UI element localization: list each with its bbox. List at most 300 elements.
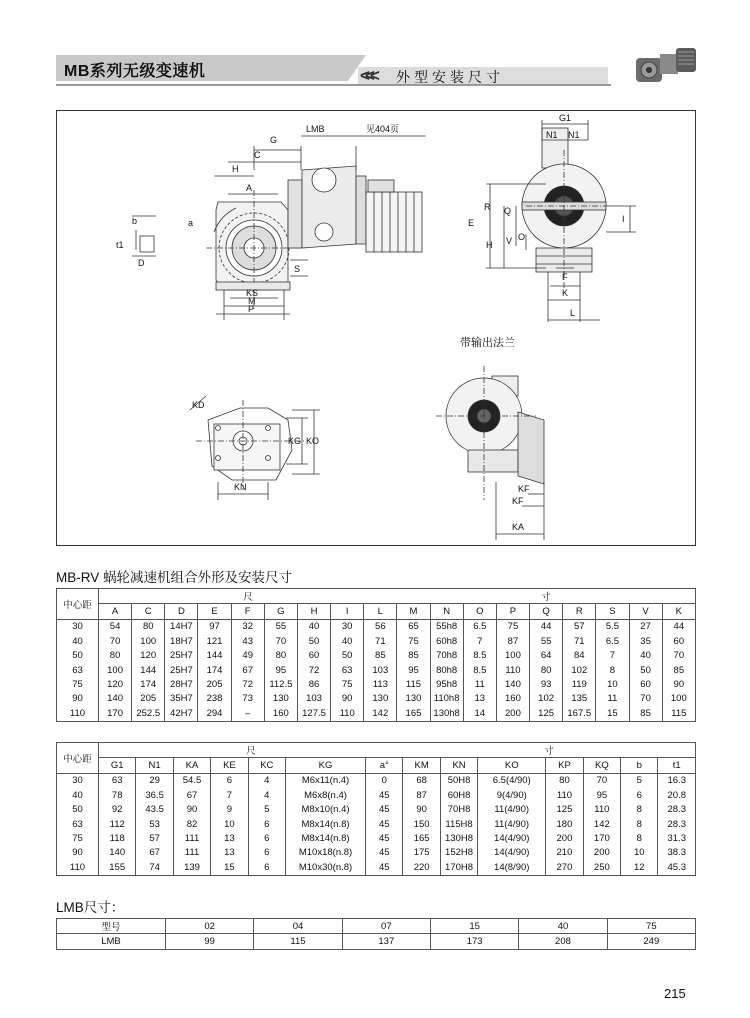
table-cell: 115 [662, 706, 695, 721]
table-cell: 65 [397, 619, 430, 634]
table-cell: 8.5 [463, 663, 496, 677]
dim-label-v: V [506, 236, 513, 246]
table-cell: 110h8 [430, 692, 463, 706]
table-cell: 78 [99, 788, 136, 802]
column-header: E [198, 604, 231, 619]
column-header: KM [403, 758, 440, 773]
table-cell: 102 [530, 692, 563, 706]
column-header: M [397, 604, 430, 619]
table-cell: 42H7 [165, 706, 198, 721]
table-row [57, 706, 696, 721]
table-cell: 160 [496, 692, 529, 706]
dim-header-right: 寸 [403, 743, 696, 758]
center-distance-cell: 63 [57, 663, 99, 677]
table-cell: 15 [596, 706, 629, 721]
column-header: N [430, 604, 463, 619]
table-cell: 55 [530, 634, 563, 648]
dim-label-c: C [254, 150, 261, 160]
table-row [57, 619, 696, 634]
table-cell: 100 [662, 692, 695, 706]
table-row [57, 663, 696, 677]
dim-label-l: L [570, 308, 576, 318]
table-cell: 80 [264, 649, 297, 663]
table-cell: 60H8 [440, 788, 477, 802]
dim-label-f: F [562, 272, 568, 282]
table-cell: 27 [629, 619, 662, 634]
table-cell: 270 [546, 860, 583, 875]
table-cell: 71 [563, 634, 596, 648]
table-cell: 64 [530, 649, 563, 663]
dim-label-n1-right: N1 [568, 130, 580, 140]
table-cell: 250 [583, 860, 620, 875]
center-distance-header: 中心距 [57, 589, 99, 620]
column-header: KO [478, 758, 546, 773]
column-header: t1 [658, 758, 696, 773]
table-cell: 60h8 [430, 634, 463, 648]
lmb-cell: 137 [342, 934, 430, 949]
table-cell: 25H7 [165, 649, 198, 663]
table-cell: 118 [99, 831, 136, 845]
table-cell: 150 [403, 817, 440, 831]
dim-label-t1: t1 [116, 240, 124, 250]
column-header: KQ [583, 758, 620, 773]
table-cell: 8 [596, 663, 629, 677]
table-cell: 68 [403, 773, 440, 788]
table3-title: LMB尺寸： [56, 900, 125, 915]
table-cell: 5.5 [596, 619, 629, 634]
table-cell: 70 [629, 692, 662, 706]
table-row [57, 846, 696, 860]
center-distance-cell: 75 [57, 831, 99, 845]
table-cell: 130H8 [440, 831, 477, 845]
dim-label-kg: KG [288, 436, 302, 446]
header-rule [56, 84, 611, 86]
table-cell: 90 [662, 677, 695, 691]
table-cell: 50 [629, 663, 662, 677]
table-cell: 75 [331, 677, 364, 691]
table-cell: 165 [397, 706, 430, 721]
table-cell: 175 [403, 846, 440, 860]
table-cell: 7 [211, 788, 248, 802]
table-cell: 135 [563, 692, 596, 706]
table-cell: 160 [264, 706, 297, 721]
side-view-gearbox [486, 120, 636, 322]
table-cell: 85 [629, 706, 662, 721]
model-row-label: 型号 [57, 919, 166, 934]
table-cell: 40 [629, 649, 662, 663]
model-cell: 40 [519, 919, 607, 934]
table-cell: 113 [364, 677, 397, 691]
model-cell: 04 [254, 919, 342, 934]
lmb-cell: 208 [519, 934, 607, 949]
table-cell: 85 [662, 663, 695, 677]
center-distance-header: 中心距 [57, 743, 99, 774]
table-cell: 15 [211, 860, 248, 875]
table-cell: 40 [297, 619, 330, 634]
table-cell: 71 [364, 634, 397, 648]
dim-label-ka: KA [512, 522, 525, 532]
column-header: I [331, 604, 364, 619]
column-header: KN [440, 758, 477, 773]
dim-header-right: 寸 [397, 589, 696, 604]
table-cell: 70 [264, 634, 297, 648]
table-cell: 90 [331, 692, 364, 706]
table-cell: 28.3 [658, 817, 696, 831]
center-distance-cell: 110 [57, 706, 99, 721]
column-header: P [496, 604, 529, 619]
table-cell: 44 [662, 619, 695, 634]
table-cell: 125 [546, 803, 583, 817]
dim-label-k: K [562, 288, 569, 298]
table-cell: 80 [132, 619, 165, 634]
table-cell: 200 [546, 831, 583, 845]
table-cell: 102 [563, 663, 596, 677]
table-row [57, 803, 696, 817]
dim-header-left: 尺 [99, 743, 403, 758]
table-cell: 170H8 [440, 860, 477, 875]
model-cell: 15 [430, 919, 518, 934]
table-cell: 238 [198, 692, 231, 706]
table-cell: 80h8 [430, 663, 463, 677]
table-cell: 95h8 [430, 677, 463, 691]
dim-label-i: I [622, 214, 625, 224]
table-cell: 55h8 [430, 619, 463, 634]
table-cell: 40 [331, 634, 364, 648]
table-cell: 103 [297, 692, 330, 706]
dim-label-h-right: H [486, 240, 493, 250]
table-cell: 28H7 [165, 677, 198, 691]
dim-label-q: Q [504, 206, 512, 216]
lmb-table [56, 918, 696, 950]
dim-label-lmb: LMB [306, 124, 325, 134]
table-cell: 6 [248, 860, 285, 875]
table-cell: 100 [496, 649, 529, 663]
lmb-cell: 115 [254, 934, 342, 949]
table-cell: 6.5 [463, 619, 496, 634]
table-cell: 200 [583, 846, 620, 860]
table-cell: 80 [99, 649, 132, 663]
dim-label-s: S [294, 264, 301, 274]
table-cell: 205 [132, 692, 165, 706]
table-row [57, 677, 696, 691]
table-cell: 111 [173, 846, 210, 860]
table-cell: M6x8(n.4) [286, 788, 366, 802]
table-cell: – [231, 706, 264, 721]
table-cell: 14(4/90) [478, 831, 546, 845]
table-cell: 110 [546, 788, 583, 802]
table-cell: 45 [366, 860, 403, 875]
table-cell: 13 [463, 692, 496, 706]
flange-side-view [436, 366, 544, 540]
column-header: N1 [136, 758, 173, 773]
table-cell: 140 [99, 692, 132, 706]
column-header: a° [366, 758, 403, 773]
table-cell: 43.5 [136, 803, 173, 817]
table-cell: 43 [231, 634, 264, 648]
table-cell: 13 [211, 846, 248, 860]
table-cell: 95 [397, 663, 430, 677]
table-cell: 92 [99, 803, 136, 817]
table-cell: 14(4/90) [478, 846, 546, 860]
model-cell: 02 [166, 919, 254, 934]
table-cell: 180 [546, 817, 583, 831]
column-header: H [297, 604, 330, 619]
table-cell: 144 [132, 663, 165, 677]
dim-label-b: b [132, 216, 138, 226]
column-header: L [364, 604, 397, 619]
table-cell: 67 [173, 788, 210, 802]
table-cell: 45 [366, 803, 403, 817]
table-cell: 110 [496, 663, 529, 677]
table-cell: M10x18(n.8) [286, 846, 366, 860]
dim-label-kd: KD [192, 400, 205, 410]
table-cell: 6.5(4/90) [478, 773, 546, 788]
table-cell: 140 [99, 846, 136, 860]
table-cell: 85 [364, 649, 397, 663]
column-header: F [231, 604, 264, 619]
table-cell: 10 [621, 846, 658, 860]
table-cell: 95 [264, 663, 297, 677]
table-cell: 63 [331, 663, 364, 677]
chevron-left-icon: <<< [360, 66, 375, 85]
table-cell: 120 [132, 649, 165, 663]
table-cell: 36.5 [136, 788, 173, 802]
table-cell: 103 [364, 663, 397, 677]
table-cell: 174 [132, 677, 165, 691]
lmb-cell: 249 [607, 934, 695, 949]
table-cell: 13 [211, 831, 248, 845]
table1-title: MB-RV 蜗轮减速机组合外形及安装尺寸 [56, 570, 293, 585]
table-cell: 45.3 [658, 860, 696, 875]
table-cell: 35H7 [165, 692, 198, 706]
table-cell: 85 [397, 649, 430, 663]
table-cell: 252.5 [132, 706, 165, 721]
table-cell: 170 [99, 706, 132, 721]
table-cell: 45 [366, 846, 403, 860]
table-cell: M10x30(n.8) [286, 860, 366, 875]
table-cell: 70h8 [430, 649, 463, 663]
page-subtitle: 外型安装尺寸 [396, 69, 504, 85]
table-cell: M8x14(n.8) [286, 831, 366, 845]
table-cell: 11(4/90) [478, 803, 546, 817]
table-cell: 8.5 [463, 649, 496, 663]
dim-label-n1-left: N1 [546, 130, 558, 140]
column-header: R [563, 604, 596, 619]
table-cell: 8 [621, 803, 658, 817]
table-row [57, 817, 696, 831]
dim-label-a-angle: a [188, 218, 194, 228]
table-cell: 38.3 [658, 846, 696, 860]
table-cell: 6 [248, 831, 285, 845]
table-cell: 142 [583, 817, 620, 831]
table-row [57, 860, 696, 875]
table-cell: 60 [629, 677, 662, 691]
table-cell: 7 [596, 649, 629, 663]
dim-label-d: D [138, 258, 145, 268]
table-cell: 84 [563, 649, 596, 663]
column-header: S [596, 604, 629, 619]
table-cell: M8x14(n.8) [286, 817, 366, 831]
table-cell: 100 [99, 663, 132, 677]
column-header: KA [173, 758, 210, 773]
center-distance-cell: 40 [57, 634, 99, 648]
table-cell: 112 [99, 817, 136, 831]
table-cell: 90 [403, 803, 440, 817]
table-cell: 30 [331, 619, 364, 634]
table-cell: 14H7 [165, 619, 198, 634]
table-cell: 121 [198, 634, 231, 648]
table-cell: 6 [621, 788, 658, 802]
model-cell: 75 [607, 919, 695, 934]
dim-label-ks: KS [246, 288, 259, 298]
table-cell: 18H7 [165, 634, 198, 648]
table-cell: 16.3 [658, 773, 696, 788]
table-cell: 56 [364, 619, 397, 634]
table-cell: M6x11(n.4) [286, 773, 366, 788]
table-cell: 74 [136, 860, 173, 875]
table-cell: 8 [621, 817, 658, 831]
table-cell: 57 [136, 831, 173, 845]
table-row [57, 773, 696, 788]
center-distance-cell: 40 [57, 788, 99, 802]
table-cell: 210 [546, 846, 583, 860]
table-cell: 49 [231, 649, 264, 663]
table-cell: 50 [331, 649, 364, 663]
table-cell: 5 [248, 803, 285, 817]
table-cell: 31.3 [658, 831, 696, 845]
table-cell: 75 [496, 619, 529, 634]
table-cell: 110 [331, 706, 364, 721]
dim-label-kf: KF [518, 484, 530, 494]
dim-label-see-page: 见404页 [366, 124, 400, 134]
table-cell: 155 [99, 860, 136, 875]
table-cell: 205 [198, 677, 231, 691]
dim-label-e: E [468, 218, 475, 228]
column-header: KC [248, 758, 285, 773]
table-cell: 11(4/90) [478, 817, 546, 831]
table-cell: 10 [596, 677, 629, 691]
table-cell: 50 [297, 634, 330, 648]
table-cell: 80 [530, 663, 563, 677]
center-distance-cell: 110 [57, 860, 99, 875]
table-cell: 11 [463, 677, 496, 691]
table-cell: 142 [364, 706, 397, 721]
spec-table-1 [56, 588, 696, 722]
table-cell: 45 [366, 788, 403, 802]
dim-label-r: R [484, 202, 491, 212]
column-header: C [132, 604, 165, 619]
table-cell: 53 [136, 817, 173, 831]
table-cell: 110 [583, 803, 620, 817]
table-cell: 10 [211, 817, 248, 831]
table-cell: 97 [198, 619, 231, 634]
center-distance-cell: 90 [57, 846, 99, 860]
front-view-gearbox [132, 136, 426, 320]
table-cell: 130 [264, 692, 297, 706]
table-cell: 170 [583, 831, 620, 845]
table-cell: 20.8 [658, 788, 696, 802]
dim-label-g1: G1 [559, 113, 572, 123]
table-cell: 70H8 [440, 803, 477, 817]
table-cell: 152H8 [440, 846, 477, 860]
table-row [57, 692, 696, 706]
table-cell: 12 [621, 860, 658, 875]
flange-caption: 带输出法兰 [460, 337, 515, 349]
table-cell: 14 [463, 706, 496, 721]
table-cell: 4 [248, 773, 285, 788]
table-cell: 9 [211, 803, 248, 817]
table-cell: 28.3 [658, 803, 696, 817]
table-cell: 139 [173, 860, 210, 875]
table-cell: 72 [231, 677, 264, 691]
model-cell: 07 [342, 919, 430, 934]
column-header: A [99, 604, 132, 619]
table-cell: 130 [397, 692, 430, 706]
dim-label-ko: KO [306, 436, 320, 446]
table-cell: 95 [583, 788, 620, 802]
table-cell: 57 [563, 619, 596, 634]
table-cell: 200 [496, 706, 529, 721]
center-distance-cell: 30 [57, 619, 99, 634]
column-header: G [264, 604, 297, 619]
table-cell: 80 [546, 773, 583, 788]
dim-label-kn: KN [234, 482, 247, 492]
column-header: V [629, 604, 662, 619]
lmb-cell: 99 [166, 934, 254, 949]
center-distance-cell: 50 [57, 649, 99, 663]
table-cell: 144 [198, 649, 231, 663]
table-cell: 14(8/90) [478, 860, 546, 875]
center-distance-cell: 75 [57, 677, 99, 691]
table-cell: 70 [99, 634, 132, 648]
table-row [57, 649, 696, 663]
table-cell: 55 [264, 619, 297, 634]
table-cell: 44 [530, 619, 563, 634]
center-distance-cell: 90 [57, 692, 99, 706]
table-cell: 63 [99, 773, 136, 788]
table-cell: 60 [297, 649, 330, 663]
table-cell: 9(4/90) [478, 788, 546, 802]
table-cell: 7 [463, 634, 496, 648]
table-cell: 5 [621, 773, 658, 788]
table-cell: 4 [248, 788, 285, 802]
column-header: KG [286, 758, 366, 773]
table-cell: 119 [563, 677, 596, 691]
table-cell: 73 [231, 692, 264, 706]
column-header: K [662, 604, 695, 619]
table-cell: 29 [136, 773, 173, 788]
dim-header-left: 尺 [99, 589, 397, 604]
table-cell: 86 [297, 677, 330, 691]
table-cell: 140 [496, 677, 529, 691]
column-header: b [621, 758, 658, 773]
table-cell: 125 [530, 706, 563, 721]
table-cell: 54 [99, 619, 132, 634]
table-cell: 45 [366, 831, 403, 845]
table-cell: 11 [596, 692, 629, 706]
table-cell: 120 [99, 677, 132, 691]
column-header: Q [530, 604, 563, 619]
table-cell: 127.5 [297, 706, 330, 721]
table-cell: 87 [403, 788, 440, 802]
lmb-row-label: LMB [57, 934, 166, 949]
table-row [57, 634, 696, 648]
column-header: G1 [99, 758, 136, 773]
table-row [57, 788, 696, 802]
dim-label-h: H [232, 164, 239, 174]
center-distance-cell: 63 [57, 817, 99, 831]
table-cell: 35 [629, 634, 662, 648]
